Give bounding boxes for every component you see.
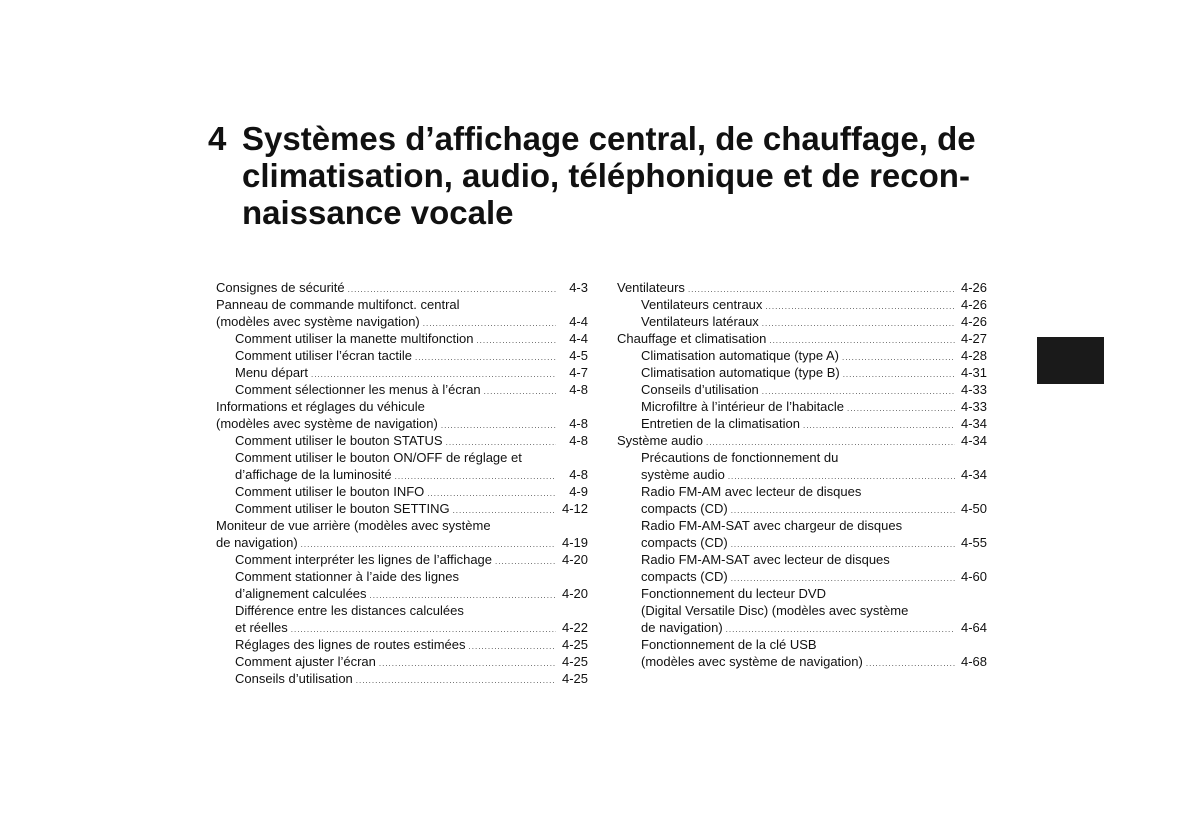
toc-page-number: 4-34: [960, 467, 987, 482]
toc-entry-text: (Digital Versatile Disc) (modèles avec système: [641, 603, 909, 618]
toc-entry-text: Panneau de commande multifonct. central: [216, 297, 460, 312]
toc-page-number: 4-3: [569, 280, 588, 295]
toc-page-number: 4-26: [960, 314, 987, 329]
toc-entry[interactable]: [216, 449, 588, 483]
toc-entry-text: Comment sélectionner les menus à l’écran: [235, 382, 481, 397]
toc-dot-leader: [356, 672, 556, 689]
toc-page-number: 4-22: [561, 620, 588, 635]
toc-dot-leader: [379, 655, 556, 672]
toc-entry-text: Informations et réglages du véhicule: [216, 399, 425, 414]
toc-page-number: 4-33: [960, 382, 987, 397]
toc-page-number: 4-25: [561, 654, 588, 669]
toc-page-number: 4-8: [569, 467, 588, 482]
toc-entry-text: (modèles avec système de navigation): [641, 654, 863, 669]
toc-dot-leader: [415, 349, 556, 366]
toc-entry[interactable]: [216, 517, 588, 551]
toc-entry[interactable]: [216, 296, 588, 330]
toc-entry-text: compacts (CD): [641, 535, 728, 550]
chapter-number: 4: [208, 120, 227, 157]
toc-entry[interactable]: [617, 415, 987, 432]
toc-entry-text: de navigation): [216, 535, 298, 550]
toc-page-number: 4-34: [960, 416, 987, 431]
toc-entry[interactable]: [216, 636, 588, 653]
toc-page-number: 4-20: [561, 586, 588, 601]
toc-entry[interactable]: [216, 653, 588, 670]
toc-dot-leader: [765, 298, 955, 315]
toc-entry[interactable]: [617, 449, 987, 483]
toc-page-number: 4-64: [960, 620, 987, 635]
toc-entry-text: compacts (CD): [641, 501, 728, 516]
toc-page-number: 4-8: [569, 433, 588, 448]
chapter-title-line-1: [208, 120, 1088, 157]
toc-page-number: 4-68: [960, 654, 987, 669]
toc-entry-text: Comment utiliser le bouton SETTING: [235, 501, 450, 516]
toc-page-number: 4-25: [561, 671, 588, 686]
toc-entry[interactable]: [617, 279, 987, 296]
toc-entry[interactable]: [216, 330, 588, 347]
toc-page-number: 4-33: [960, 399, 987, 414]
toc-page-number: 4-50: [960, 501, 987, 516]
toc-entry[interactable]: [617, 330, 987, 347]
toc-page-number: 4-5: [569, 348, 588, 363]
toc-dot-leader: [495, 553, 556, 570]
toc-page-number: 4-7: [569, 365, 588, 380]
toc-entry-text: (modèles avec système navigation): [216, 314, 420, 329]
toc-entry[interactable]: [216, 279, 588, 296]
toc-dot-leader: [762, 315, 955, 332]
toc-entry-text: Conseils d’utilisation: [641, 382, 759, 397]
toc-entry[interactable]: [617, 432, 987, 449]
toc-dot-leader: [866, 655, 955, 672]
toc-entry-text: Réglages des lignes de routes estimées: [235, 637, 466, 652]
chapter-title-text-1: Systèmes d’affichage central, de chauffage, de: [242, 120, 976, 157]
toc-entry[interactable]: [216, 670, 588, 687]
toc-right-column: [617, 279, 987, 670]
toc-entry-text: Ventilateurs: [617, 280, 685, 295]
toc-page-number: 4-60: [960, 569, 987, 584]
toc-entry[interactable]: [617, 381, 987, 398]
toc-entry[interactable]: [216, 381, 588, 398]
toc-entry-text: et réelles: [235, 620, 288, 635]
toc-entry-text: Fonctionnement du lecteur DVD: [641, 586, 826, 601]
chapter-tab-marker: [1037, 337, 1104, 384]
toc-entry-text: Différence entre les distances calculées: [235, 603, 464, 618]
toc-entry-text: Précautions de fonctionnement du: [641, 450, 839, 465]
toc-entry-text: Climatisation automatique (type A): [641, 348, 839, 363]
toc-entry[interactable]: [617, 636, 987, 670]
toc-dot-leader: [484, 383, 556, 400]
toc-entry-text: Microfiltre à l’intérieur de l’habitacle: [641, 399, 845, 414]
toc-entry[interactable]: [216, 500, 588, 517]
toc-entry-text: Entretien de la climatisation: [641, 416, 800, 431]
toc-dot-leader: [803, 417, 955, 434]
toc-entry[interactable]: [216, 398, 588, 432]
toc-entry-text: compacts (CD): [641, 569, 728, 584]
toc-entry[interactable]: [216, 483, 588, 500]
toc-entry-text: Radio FM-AM avec lecteur de disques: [641, 484, 862, 499]
toc-entry-text: Consignes de sécurité: [216, 280, 345, 295]
toc-entry-text: Menu départ: [235, 365, 308, 380]
toc-page-number: 4-26: [960, 297, 987, 312]
toc-entry[interactable]: [617, 551, 987, 585]
toc-page-number: 4-8: [569, 382, 588, 397]
toc-entry-text: Comment interpréter les lignes de l’affichage: [235, 552, 493, 567]
toc-entry-text: Comment stationner à l’aide des lignes: [235, 569, 460, 584]
toc-dot-leader: [843, 366, 955, 383]
toc-page-number: 4-20: [561, 552, 588, 567]
toc-entry-text: Comment utiliser l’écran tactile: [235, 348, 413, 363]
toc-entry-text: Comment utiliser le bouton STATUS: [235, 433, 443, 448]
toc-entry[interactable]: [617, 517, 987, 551]
toc-page-number: 4-12: [561, 501, 588, 516]
toc-page-number: 4-34: [960, 433, 987, 448]
toc-dot-leader: [469, 638, 556, 655]
toc-dot-leader: [842, 349, 955, 366]
toc-entry-text: Comment utiliser le bouton ON/OFF de réglage et: [235, 450, 522, 465]
toc-entry[interactable]: [216, 568, 588, 602]
toc-left-column: [216, 279, 588, 687]
toc-page-number: 4-28: [960, 348, 987, 363]
toc-page-number: 4-8: [569, 416, 588, 431]
toc-page-number: 4-4: [569, 331, 588, 346]
toc-entry-text: système audio: [641, 467, 725, 482]
toc-entry-text: Radio FM-AM-SAT avec lecteur de disques: [641, 552, 890, 567]
toc-entry[interactable]: [617, 364, 987, 381]
toc-entry[interactable]: [617, 296, 987, 313]
toc-dot-leader: [847, 400, 955, 417]
toc-entry-text: d’affichage de la luminosité: [235, 467, 392, 482]
toc-entry[interactable]: [617, 313, 987, 330]
toc-page-number: 4-9: [569, 484, 588, 499]
chapter-title-line-3: naissance vocale: [242, 194, 514, 231]
chapter-title-line-2: climatisation, audio, téléphonique et de recon-: [242, 157, 970, 194]
toc-entry-text: Chauffage et climatisation: [617, 331, 767, 346]
toc-page-number: 4-55: [960, 535, 987, 550]
toc-entry-text: Fonctionnement de la clé USB: [641, 637, 817, 652]
toc-entry-text: Comment ajuster l’écran: [235, 654, 376, 669]
toc-entry[interactable]: [216, 432, 588, 449]
toc-entry[interactable]: [617, 347, 987, 364]
toc-entry[interactable]: [617, 585, 987, 636]
toc-entry[interactable]: [617, 398, 987, 415]
toc-dot-leader: [441, 417, 556, 434]
toc-entry-text: d’alignement calculées: [235, 586, 367, 601]
toc-entry-text: Climatisation automatique (type B): [641, 365, 840, 380]
toc-entry-text: (modèles avec système de navigation): [216, 416, 438, 431]
toc-entry-text: Radio FM-AM-SAT avec chargeur de disques: [641, 518, 903, 533]
toc-page-number: 4-31: [960, 365, 987, 380]
toc-entry-text: Système audio: [617, 433, 703, 448]
toc-entry-text: Comment utiliser la manette multifonction: [235, 331, 474, 346]
toc-page-number: 4-27: [960, 331, 987, 346]
toc-page-number: 4-25: [561, 637, 588, 652]
chapter-title: [208, 120, 1088, 231]
toc-page-number: 4-4: [569, 314, 588, 329]
toc-entry-text: Ventilateurs centraux: [641, 297, 763, 312]
toc-entry-text: Ventilateurs latéraux: [641, 314, 759, 329]
toc-entry-text: Moniteur de vue arrière (modèles avec système: [216, 518, 491, 533]
toc-entry-text: de navigation): [641, 620, 723, 635]
toc-entry[interactable]: [216, 551, 588, 568]
toc-entry[interactable]: [216, 364, 588, 381]
toc-entry[interactable]: [216, 347, 588, 364]
toc-page-number: 4-19: [561, 535, 588, 550]
toc-entry-text: Comment utiliser le bouton INFO: [235, 484, 425, 499]
toc-entry-text: Conseils d’utilisation: [235, 671, 353, 686]
toc-dot-leader: [476, 332, 556, 349]
toc-entry[interactable]: [617, 483, 987, 517]
toc-page-number: 4-26: [960, 280, 987, 295]
toc-entry[interactable]: [216, 602, 588, 636]
